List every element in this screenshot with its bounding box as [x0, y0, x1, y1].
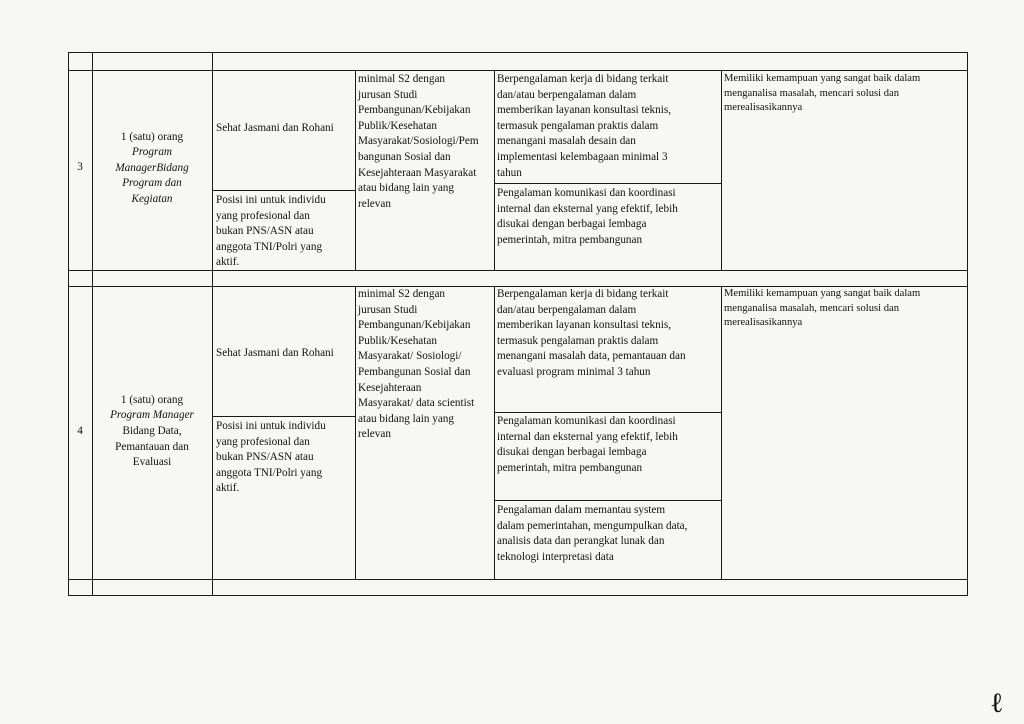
health-requirement: Sehat Jasmani dan Rohani: [216, 122, 334, 134]
experience-item: Berpengalaman kerja di bidang terkait dan/atau berpengalaman dalam memberikan layanan konsultasi teknis, termasuk pengalaman praktis dalam menangani masalah data, pemantauan dan evaluasi program minimal 3 tahun: [497, 288, 686, 378]
status-requirement: Posisi ini untuk individu yang profesional dan bukan PNS/ASN atau anggota TNI/Polri yang aktif.: [216, 420, 326, 495]
row-number: 3: [77, 161, 83, 173]
experience-item: Pengalaman dalam memantau system dalam pemerintahan, mengumpulkan data, analisis data dan perangkat lunak dan teknologi interpretasi data: [497, 504, 688, 563]
margin-mark: ℓ: [990, 686, 1004, 719]
position-prefix: 1 (satu) orang: [120, 394, 184, 406]
education-requirement: minimal S2 dengan jurusan Studi Pembangunan/Kebijakan Publik/Kesehatan Masyarakat/ Sosiologi/ Pembangunan Sosial dan Kesejahteraan Masyarakat/ data scientist atau bidang lain yang relevan: [358, 288, 475, 441]
competency-requirement: Memiliki kemampuan yang sangat baik dalam menganalisa masalah, mencari solusi dan merealisasikannya: [724, 73, 921, 114]
status-requirement: Posisi ini untuk individu yang profesional dan bukan PNS/ASN atau anggota TNI/Polri yang aktif.: [216, 194, 326, 269]
experience-item: Pengalaman komunikasi dan koordinasi internal dan eksternal yang efektif, lebih disukai dengan berbagai lembaga pemerintah, mitra pembangunan: [497, 187, 678, 246]
health-requirement: Sehat Jasmani dan Rohani: [216, 347, 334, 359]
competency-requirement: Memiliki kemampuan yang sangat baik dalam menganalisa masalah, mencari solusi dan merealisasikannya: [724, 288, 921, 329]
position-title: Program ManagerBidang Program dan Kegiatan: [115, 146, 189, 205]
position-title: Program Manager: [110, 409, 194, 421]
position-suffix: Bidang Data, Pemantauan dan Evaluasi: [115, 425, 189, 469]
experience-item: Berpengalaman kerja di bidang terkait dan/atau berpengalaman dalam memberikan layanan konsultasi teknis, termasuk pengalaman praktis dalam menangani masalah desain dan implementasi kelembagaan minimal 3 tahun: [497, 73, 671, 179]
row-number: 4: [77, 425, 83, 437]
education-requirement: minimal S2 dengan jurusan Studi Pembangunan/Kebijakan Publik/Kesehatan Masyarakat/Sosiologi/Pem bangunan Sosial dan Kesejahteraan Masyarakat atau bidang lain yang relevan: [358, 73, 479, 210]
position-prefix: 1 (satu) orang: [120, 131, 184, 143]
experience-item: Pengalaman komunikasi dan koordinasi internal dan eksternal yang efektif, lebih disukai dengan berbagai lembaga pemerintah, mitra pembangunan: [497, 415, 678, 474]
